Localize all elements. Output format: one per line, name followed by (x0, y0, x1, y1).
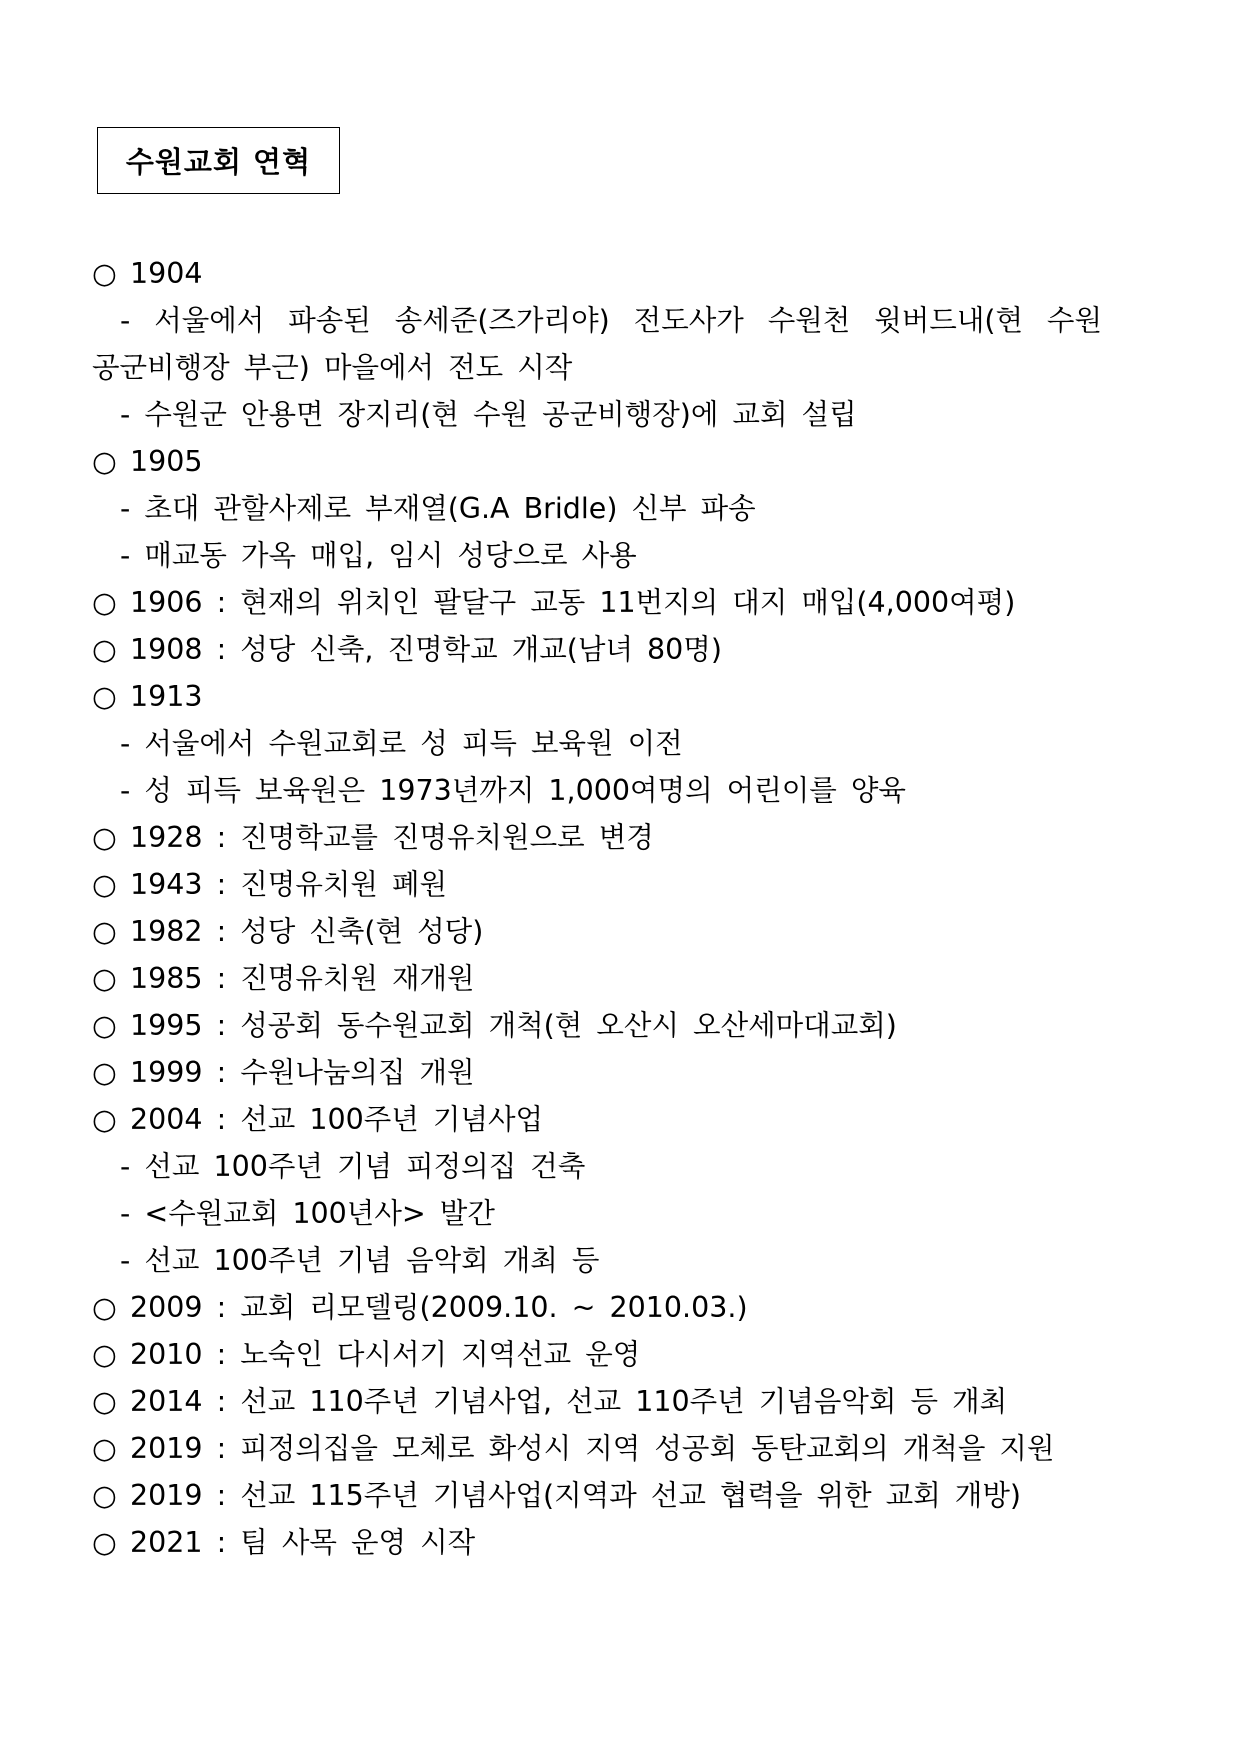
circle-bullet-icon: ○ (92, 586, 117, 619)
list-item (92, 579, 1102, 626)
entry-text: 1928 : 진명학교를 진명유치원으로 변경 (130, 821, 654, 854)
entry-text: 1913 (130, 680, 203, 713)
list-item (92, 861, 1102, 908)
list-item (92, 720, 1102, 767)
entry-text: 2019 : 피정의집을 모체로 화성시 지역 성공회 동탄교회의 개척을 지원 (130, 1432, 1055, 1465)
list-item (92, 1237, 1102, 1284)
list-item (92, 1284, 1102, 1331)
circle-bullet-icon: ○ (92, 1479, 117, 1512)
list-item (92, 955, 1102, 1002)
list-item (92, 297, 1102, 344)
list-item (92, 1472, 1102, 1519)
entry-text: 2014 : 선교 110주년 기념사업, 선교 110주년 기념음악회 등 개최 (130, 1385, 1008, 1418)
entry-text: - 서울에서 파송된 송세준(즈가리야) 전도사가 수원천 윗버드내(현 수원 (120, 304, 1102, 337)
list-item (92, 1425, 1102, 1472)
list-item (92, 438, 1102, 485)
history-list (92, 250, 1102, 1566)
entry-text: 1999 : 수원나눔의집 개원 (130, 1056, 475, 1089)
entry-text: 1995 : 성공회 동수원교회 개척(현 오산시 오산세마대교회) (130, 1009, 897, 1042)
circle-bullet-icon: ○ (92, 821, 117, 854)
entry-text: 1982 : 성당 신축(현 성당) (130, 915, 484, 948)
circle-bullet-icon: ○ (92, 962, 117, 995)
circle-bullet-icon: ○ (92, 1338, 117, 1371)
list-item (92, 767, 1102, 814)
list-item (92, 814, 1102, 861)
entry-text: - 초대 관할사제로 부재열(G.A Bridle) 신부 파송 (120, 492, 756, 525)
circle-bullet-icon: ○ (92, 445, 117, 478)
list-item (92, 532, 1102, 579)
circle-bullet-icon: ○ (92, 915, 117, 948)
list-item (92, 485, 1102, 532)
list-item (92, 1378, 1102, 1425)
entry-text: 1943 : 진명유치원 폐원 (130, 868, 448, 901)
list-item (92, 1049, 1102, 1096)
entry-text: - 성 피득 보육원은 1973년까지 1,000여명의 어린이를 양육 (120, 774, 906, 807)
list-item (92, 1190, 1102, 1237)
circle-bullet-icon: ○ (92, 868, 117, 901)
entry-text: 1906 : 현재의 위치인 팔달구 교동 11번지의 대지 매입(4,000여평) (130, 586, 1016, 619)
circle-bullet-icon: ○ (92, 1103, 117, 1136)
list-item (92, 1143, 1102, 1190)
entry-text: 1904 (130, 257, 203, 290)
entry-text: 2004 : 선교 100주년 기념사업 (130, 1103, 544, 1136)
circle-bullet-icon: ○ (92, 1526, 117, 1559)
list-item (92, 626, 1102, 673)
entry-text: - 수원군 안용면 장지리(현 수원 공군비행장)에 교회 설립 (120, 398, 857, 431)
circle-bullet-icon: ○ (92, 633, 117, 666)
entry-text: 2010 : 노숙인 다시서기 지역선교 운영 (130, 1338, 641, 1371)
entry-text: 1985 : 진명유치원 재개원 (130, 962, 475, 995)
list-item (92, 1002, 1102, 1049)
list-item (92, 1096, 1102, 1143)
entry-text: - 선교 100주년 기념 피정의집 건축 (120, 1150, 586, 1183)
entry-text: 1905 (130, 445, 203, 478)
circle-bullet-icon: ○ (92, 1291, 117, 1324)
entry-text: 1908 : 성당 신축, 진명학교 개교(남녀 80명) (130, 633, 722, 666)
entry-text: 공군비행장 부근) 마을에서 전도 시작 (92, 351, 573, 384)
circle-bullet-icon: ○ (92, 1009, 117, 1042)
circle-bullet-icon: ○ (92, 1385, 117, 1418)
page-title: 수원교회 연혁 (97, 127, 340, 194)
list-item (92, 344, 1102, 391)
circle-bullet-icon: ○ (92, 680, 117, 713)
list-item (92, 250, 1102, 297)
circle-bullet-icon: ○ (92, 1432, 117, 1465)
entry-text: - 서울에서 수원교회로 성 피득 보육원 이전 (120, 727, 683, 760)
entry-text: 2019 : 선교 115주년 기념사업(지역과 선교 협력을 위한 교회 개방) (130, 1479, 1021, 1512)
entry-text: 2009 : 교회 리모델링(2009.10. ~ 2010.03.) (130, 1291, 748, 1324)
circle-bullet-icon: ○ (92, 1056, 117, 1089)
entry-text: - 매교동 가옥 매입, 임시 성당으로 사용 (120, 539, 637, 572)
list-item (92, 673, 1102, 720)
list-item (92, 1519, 1102, 1566)
list-item (92, 391, 1102, 438)
list-item (92, 1331, 1102, 1378)
circle-bullet-icon: ○ (92, 257, 117, 290)
entry-text: - <수원교회 100년사> 발간 (120, 1197, 495, 1230)
entry-text: 2021 : 팀 사목 운영 시작 (130, 1526, 476, 1559)
entry-text: - 선교 100주년 기념 음악회 개최 등 (120, 1244, 600, 1277)
list-item (92, 908, 1102, 955)
